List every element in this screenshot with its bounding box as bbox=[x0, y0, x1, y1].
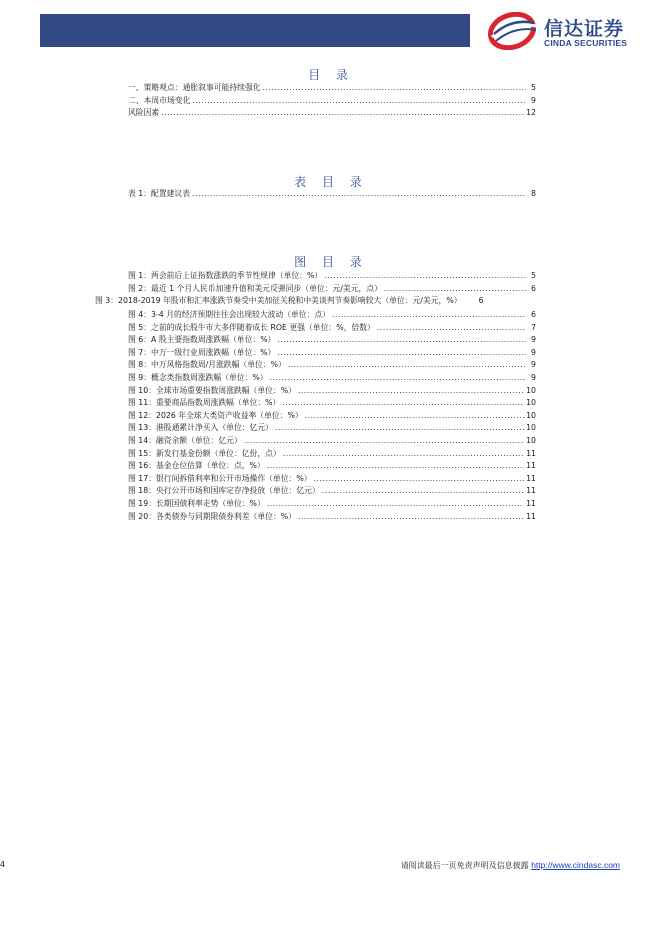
dot-leader bbox=[244, 436, 524, 445]
toc-entry-text: 表 1：配置建议表 bbox=[128, 189, 191, 198]
toc-entry-page: 10 bbox=[526, 385, 536, 395]
dot-leader bbox=[275, 423, 524, 432]
toc-entry-page: 6 bbox=[478, 296, 484, 305]
dot-leader bbox=[305, 411, 524, 420]
figure-toc-entry[interactable] bbox=[128, 385, 536, 398]
toc-list bbox=[128, 82, 536, 120]
figure-toc-entry[interactable] bbox=[128, 359, 536, 372]
tables-toc-title: 表 目 录 bbox=[294, 175, 368, 189]
figure-toc-entry[interactable] bbox=[128, 397, 536, 410]
figure-toc-entry[interactable] bbox=[128, 309, 536, 322]
dot-leader bbox=[377, 323, 526, 332]
page-footer bbox=[0, 860, 620, 871]
toc-entry-text: 图 18：央行公开市场和国库定存净投放（单位：亿元） bbox=[128, 486, 320, 496]
toc-title: 目 录 bbox=[308, 68, 354, 82]
toc-entry-page: 11 bbox=[526, 448, 536, 458]
toc-entry-page: 6 bbox=[531, 283, 536, 293]
toc-entry-text: 图 15：新发行基金份额（单位：亿份，点） bbox=[128, 448, 281, 458]
dot-leader bbox=[263, 83, 526, 92]
toc-entry[interactable] bbox=[128, 107, 536, 120]
figure-toc-entry[interactable] bbox=[128, 473, 536, 486]
toc-entry-page: 5 bbox=[531, 83, 536, 92]
toc-entry-page: 11 bbox=[526, 486, 536, 496]
figure-toc-entry[interactable] bbox=[128, 511, 536, 524]
figure-toc-entry[interactable] bbox=[128, 372, 536, 385]
dot-leader bbox=[283, 449, 524, 458]
toc-entry-page: 11 bbox=[526, 498, 536, 508]
header-banner bbox=[40, 14, 470, 47]
figure-toc-entry[interactable] bbox=[128, 460, 536, 473]
toc-entry-page: 11 bbox=[526, 473, 536, 483]
toc-entry-page: 8 bbox=[531, 189, 536, 198]
dot-leader bbox=[384, 284, 526, 293]
toc-entry-text: 图 11：重要商品指数周涨跌幅（单位：%） bbox=[128, 398, 281, 408]
website-link[interactable]: http://www.cindasc.com bbox=[531, 860, 620, 870]
dot-leader bbox=[277, 348, 526, 357]
figure-toc-entry[interactable] bbox=[128, 422, 536, 435]
toc-entry-text: 图 14：融资余额（单位：亿元） bbox=[128, 435, 242, 445]
figure-toc-entry[interactable] bbox=[128, 270, 536, 283]
logo-emblem-icon bbox=[486, 12, 542, 50]
toc-entry-text: 图 19：长期国债利率走势（单位：%） bbox=[128, 498, 265, 508]
toc-entry[interactable] bbox=[128, 82, 536, 95]
toc-entry-text: 一、策略观点：通胀叙事可能持续强化 bbox=[128, 83, 261, 92]
figure-toc-entry[interactable] bbox=[128, 448, 536, 461]
dot-leader bbox=[267, 499, 524, 508]
dot-leader bbox=[314, 474, 525, 483]
figure-toc-entry[interactable] bbox=[128, 283, 536, 296]
toc-entry-page: 11 bbox=[526, 511, 536, 521]
toc-entry-text: 图 16：基金仓位估算（单位：点，%） bbox=[128, 461, 265, 471]
toc-entry-text: 图 3：2018-2019 年股市和汇率涨跌节奏受中美加征关税和中美谈判节奏影响较大（单位：元/美元，%） bbox=[95, 296, 462, 305]
dot-leader bbox=[161, 108, 524, 117]
company-logo bbox=[486, 12, 636, 50]
toc-entry-text: 图 13：港股通累计净买入（单位：亿元） bbox=[128, 423, 273, 433]
figures-toc-list-a bbox=[128, 270, 536, 295]
table-toc-entry[interactable] bbox=[128, 188, 536, 201]
toc-entry-page: 9 bbox=[531, 360, 536, 370]
toc-entry-page: 9 bbox=[531, 335, 536, 345]
disclaimer-notice: 请阅读最后一页免责声明及信息披露 bbox=[400, 861, 529, 870]
dot-leader bbox=[267, 461, 524, 470]
toc-entry-page: 9 bbox=[531, 372, 536, 382]
toc-entry-text: 风险因素 bbox=[128, 108, 160, 118]
figure-toc-entry-wide[interactable] bbox=[95, 295, 575, 306]
figure-toc-entry[interactable] bbox=[128, 485, 536, 498]
page-number: 4 bbox=[0, 860, 6, 869]
dot-leader bbox=[192, 189, 526, 198]
figure-toc-entry[interactable] bbox=[128, 322, 536, 335]
toc-entry-page: 5 bbox=[531, 271, 536, 280]
toc-entry-text: 图 1：两会前后上证指数涨跌的季节性规律（单位：%） bbox=[128, 271, 323, 280]
toc-entry-text: 图 17：银行间拆借利率和公开市场操作（单位：%） bbox=[128, 473, 312, 483]
figure-toc-entry[interactable] bbox=[128, 435, 536, 448]
toc-entry-text: 图 12：2026 年全球大类资产收益率（单位：%） bbox=[128, 410, 303, 420]
dot-leader bbox=[277, 335, 526, 344]
figures-toc-list-b bbox=[128, 309, 536, 523]
dot-leader bbox=[192, 96, 526, 105]
toc-entry-page: 10 bbox=[526, 423, 536, 433]
toc-entry-text: 图 20：各类债券与同期限债券利差（单位：%） bbox=[128, 511, 296, 521]
toc-entry-page: 9 bbox=[531, 347, 536, 357]
figure-toc-entry[interactable] bbox=[128, 498, 536, 511]
toc-entry-page: 10 bbox=[526, 398, 536, 408]
tables-toc-list bbox=[128, 188, 536, 201]
toc-entry-page: 10 bbox=[526, 410, 536, 420]
dot-leader bbox=[298, 512, 524, 521]
toc-entry-text: 二、本周市场变化 bbox=[128, 95, 191, 105]
toc-entry-text: 图 6：A 股主要指数周涨跌幅（单位：%） bbox=[128, 335, 276, 345]
toc-entry-page: 11 bbox=[526, 461, 536, 471]
dot-leader bbox=[324, 271, 526, 280]
toc-entry-text: 图 4：3-4 月的经济预期往往会出现较大波动（单位：点） bbox=[128, 310, 330, 319]
dot-leader bbox=[332, 310, 526, 319]
dot-leader bbox=[322, 486, 524, 495]
figure-toc-entry[interactable] bbox=[128, 410, 536, 423]
toc-entry-page: 7 bbox=[531, 322, 536, 332]
dot-leader bbox=[270, 373, 526, 382]
toc-entry-page: 10 bbox=[526, 435, 536, 445]
dot-leader bbox=[282, 398, 524, 407]
figures-toc-title: 图 目 录 bbox=[294, 255, 368, 269]
toc-entry-text: 图 9：概念类指数周涨跌幅（单位：%） bbox=[128, 372, 268, 382]
figure-toc-entry[interactable] bbox=[128, 334, 536, 347]
toc-entry-text: 图 5：之前的成长股牛市大多伴随着成长 ROE 更强（单位：%，倍数） bbox=[128, 322, 375, 332]
toc-entry-page: 6 bbox=[531, 310, 536, 319]
toc-entry-text: 图 10：全球市场重要指数周涨跌幅（单位：%） bbox=[128, 385, 296, 395]
toc-entry-page: 9 bbox=[531, 95, 536, 105]
logo-name-cn: 信达证券 bbox=[544, 18, 625, 40]
dot-leader bbox=[288, 360, 526, 369]
figure-toc-entry[interactable] bbox=[128, 347, 536, 360]
toc-entry[interactable] bbox=[128, 95, 536, 108]
toc-entry-text: 图 8：中万风格指数周/月涨跌幅（单位：%） bbox=[128, 360, 286, 370]
toc-entry-text: 图 2：最近 1 个月人民币加速升值和美元反弹同步（单位：元/美元，点） bbox=[128, 283, 382, 293]
dot-leader bbox=[298, 386, 524, 395]
toc-entry-text: 图 7：中万一级行业周涨跌幅（单位：%） bbox=[128, 347, 276, 357]
logo-name-en: CINDA SECURITIES bbox=[544, 38, 628, 48]
toc-entry-page: 12 bbox=[526, 108, 536, 118]
